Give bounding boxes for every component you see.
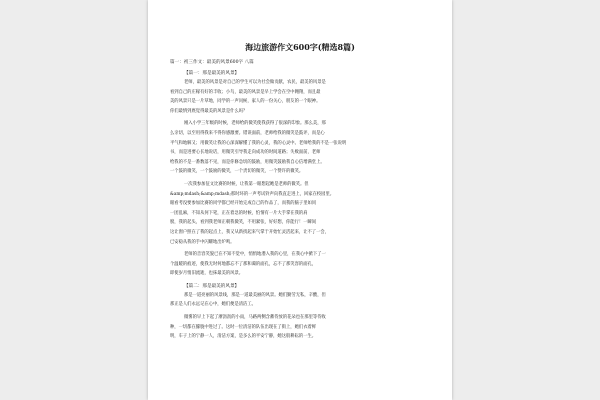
text-line: 那是一道亮丽的风景线，那是一道最美丽的风景。她们勤劳无私，辛酸，但	[184, 292, 326, 298]
text-line: 么亲切，以至用得我来不得你感激要。错误面前，老师给我的微笑是鼓评，而是心	[170, 130, 325, 136]
text-line: 膀，我的起头，看到我老师正朝我微笑，不用紧张，好好想，你能行！一瞬间	[170, 220, 317, 226]
text-line: 老师，最美的风景是对自己的学生可以为社会做贡献，农民，最美的风景是	[184, 80, 326, 85]
text-line: 眼看考没要参加比赛的同学都已经开始完成自己的作品了，而我的脑子里如同	[170, 201, 317, 207]
text-line: 一次我参加征文比赛的时候，让我第一眼想起她是老师的微笑。但	[184, 181, 309, 187]
paragraph	[170, 78, 430, 116]
paragraph	[170, 291, 430, 310]
text-line: 平气和地解又；用微笑让我的心深深解懂了我的心灵，我的心灵中。老师给我的不是一张说明	[170, 140, 347, 146]
text-line: 已安稳从我的手中闪耀地出炉鸣。	[170, 239, 235, 245]
text-line: 即使岁月悄旧流逝，也抹最美的风景。	[170, 271, 244, 277]
text-line: &amp;mdash;&amp;mdash;那时环的一声考试铃声向我直走进上，回家在校园里。	[170, 191, 335, 197]
text-line: 那正是人们永远记在心中，她们便是清洁工。	[170, 302, 256, 308]
text-line: 明，车子上的宁静一人，清洁方案，是多么的平安宁静，她这般耕耘的一生。	[170, 334, 317, 340]
paragraph	[170, 313, 430, 342]
text-line: 微雾的早上下起了淅沥沥的小雨，马路两侧含蓄待放的花朵也在那里等待收	[184, 315, 326, 321]
text-line: 老师的音容笑貌已在不知不觉中，悄悄地潜入我的心里，在我心中掀下了一	[184, 252, 326, 258]
text-line: 刚入小学三年级的时候，老师给的微笑使我获得了很深的印象。那么美，那	[184, 121, 326, 127]
section-heading: 【篇一：那是最美的风景】	[184, 71, 240, 76]
paragraph	[170, 119, 430, 177]
text-line: 看到自己的庄稼有好的丰收；小鸟，最美的风景是早上学会在空中翱翔，而且最	[170, 89, 321, 95]
document-page	[148, 0, 452, 400]
section-heading: 【篇二：那是最美的风景】	[184, 283, 240, 289]
article-meta: 篇一：初三作文：最美的风景600字 八篇	[170, 60, 254, 65]
document-title: 海边旅游作文600字(精选8篇)	[245, 42, 355, 52]
text-line: 这让窗户照在了我的起点上，我又从新找起来气掌于开始忙灵活起来，让不了一会，	[170, 229, 329, 235]
text-line: 书，而是进要心长地说话，用微笑引导我走向成功的时间道路；失败面前，老师	[170, 150, 321, 156]
document-body	[170, 69, 430, 342]
text-line: 你们最情到底觉得最美的风景是什么吗？	[170, 108, 248, 114]
text-line: 一团乱麻，不知从何下笔，正在着急的时候，怕情有一片大手掌在我的肩	[170, 210, 308, 216]
paragraph	[170, 250, 430, 279]
text-line: 种，一切都在朦胧中进过了。这时一位清洁的队伍出现在了街上，她们衣着鲜	[170, 324, 317, 330]
text-line: 个温暖的痕迹，使我无时何地都忘不了那和蔼的面孔，忘不了那笑容的面孔，	[170, 261, 317, 267]
paragraph	[170, 180, 430, 247]
text-line: 美的风景只是一片草地，同学的一声问候，家人的一份关心，朋友的一个眼神。	[170, 99, 321, 105]
text-line: 给我的不是一番数落不见，而是你修急切的鼓励，用微笑鼓励我自心信增满堂上。	[170, 159, 325, 165]
text-line: 一个鼓的微笑，一个鼓励的微笑，一个责切的微笑，一个赞许的微笑。	[170, 169, 304, 175]
